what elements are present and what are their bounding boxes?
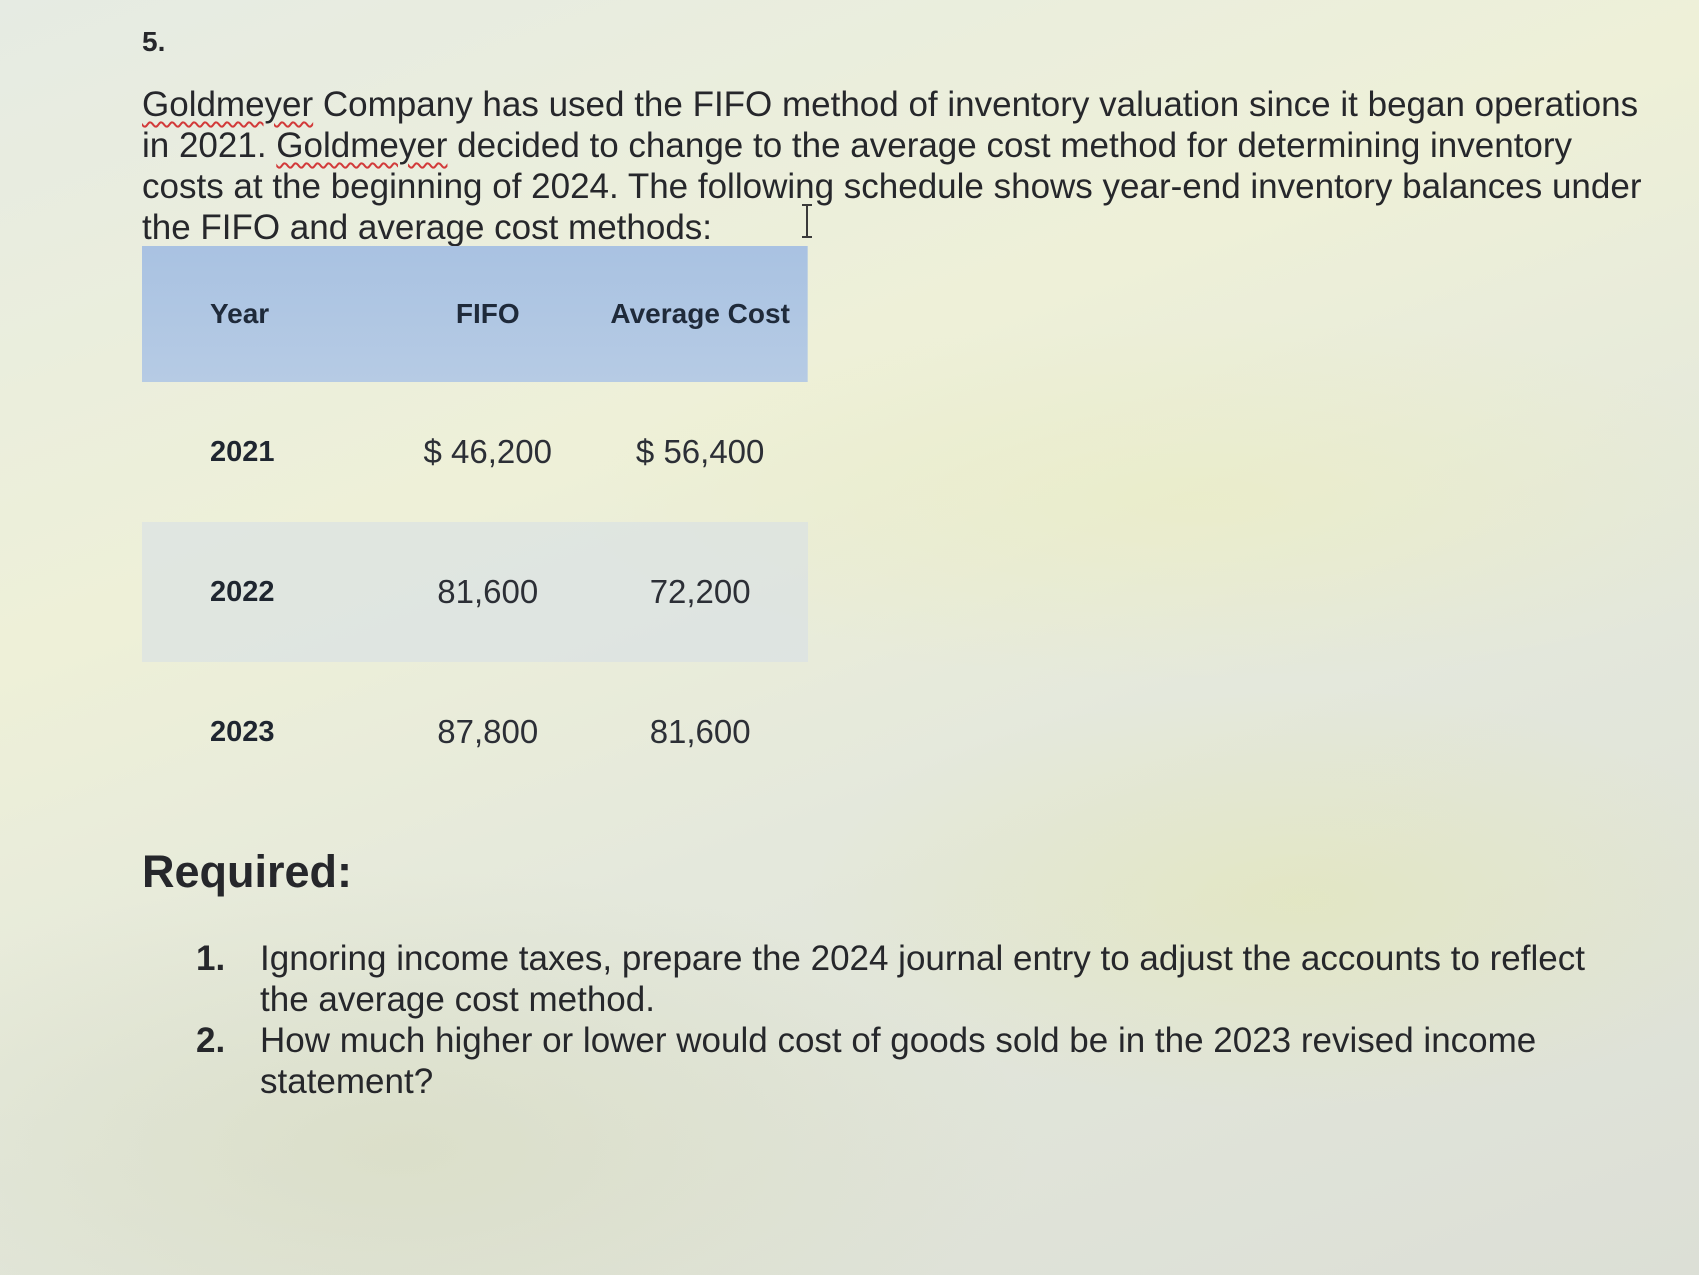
- header-fifo: FIFO: [455, 298, 520, 329]
- list-item-number: 1.: [196, 939, 226, 978]
- header-year: Year: [210, 298, 270, 329]
- required-heading: Required:: [142, 846, 353, 897]
- misspelled-word[interactable]: Goldmeyer: [142, 85, 314, 124]
- table-row: [142, 382, 808, 522]
- inventory-table: [142, 246, 808, 802]
- text-cursor-icon: [800, 204, 814, 238]
- list-item-text: Ignoring income taxes, prepare the 2024 journal entry to adjust the accounts to reflect the average cost method.: [260, 939, 1585, 1019]
- required-list: [196, 938, 1636, 1102]
- cell-average-cost: 81,600: [649, 713, 751, 750]
- misspelled-word[interactable]: Goldmeyer: [276, 126, 448, 165]
- cell-year: 2021: [210, 435, 275, 468]
- cell-average-cost: $ 56,400: [635, 433, 765, 470]
- cell-year: 2022: [210, 575, 275, 608]
- header-average-cost: Average Cost: [610, 298, 790, 329]
- list-item-text: How much higher or lower would cost of goods sold be in the 2023 revised income statement?: [260, 1021, 1537, 1101]
- table-header-row: [142, 246, 808, 382]
- cell-fifo: 81,600: [437, 573, 539, 610]
- cell-year: 2023: [210, 715, 275, 748]
- table-row: [142, 662, 808, 802]
- question-intro: [142, 84, 1662, 248]
- question-number: 5.: [142, 26, 166, 57]
- table-row: [142, 522, 808, 662]
- list-item-number: 2.: [196, 1021, 226, 1060]
- cell-average-cost: 72,200: [649, 573, 751, 610]
- list-item: [196, 1020, 1636, 1102]
- intro-text: Company has used the FIFO method of inventory valuation since it began operations in 2021.: [142, 85, 1639, 165]
- intro-text: decided to change to the average cost method for determining inventory costs at the beginning of 2024. The following schedule shows year-end inventory balances under the FIFO and average cost methods:: [142, 126, 1642, 247]
- cell-fifo: 87,800: [437, 713, 539, 750]
- cell-fifo: $ 46,200: [423, 433, 552, 470]
- list-item: [196, 938, 1636, 1020]
